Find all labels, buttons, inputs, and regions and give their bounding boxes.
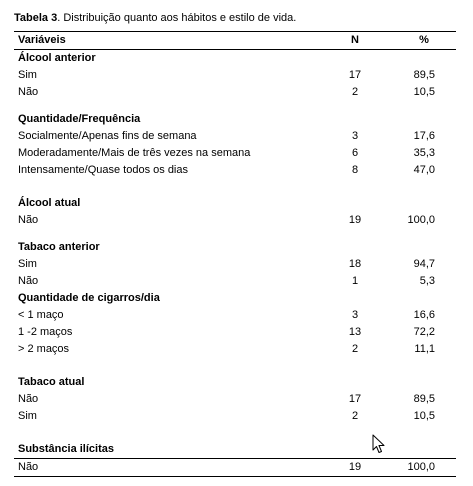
section-title: Tabaco atual [18,376,85,388]
table-row [14,256,456,273]
bottom-rule [14,476,456,477]
row-pct: 89,5 [413,69,435,81]
table-row [14,408,456,425]
row-n: 1 [351,275,359,287]
row-label: < 1 maço [18,309,64,321]
section-quantidade-cigarros [14,290,456,307]
row-pct: 47,0 [413,164,435,176]
row-n: 2 [351,410,359,422]
row-pct: 72,2 [413,326,435,338]
row-pct: 35,3 [413,147,435,159]
row-n: 13 [348,326,362,338]
row-pct: 89,5 [413,393,435,405]
table-caption [14,12,296,24]
row-pct: 10,5 [413,410,435,422]
table-row [14,128,456,145]
row-label: 1 -2 maços [18,326,73,338]
table-row [14,273,456,290]
caption-text: . Distribuição quanto aos hábitos e estilo de vida. [57,12,297,24]
row-label: Sim [18,69,37,81]
row-label: > 2 maços [18,343,70,355]
header-variaveis: Variáveis [18,34,66,46]
table-row [14,341,456,358]
table-header [14,32,456,49]
section-title: Quantidade de cigarros/dia [18,292,160,304]
row-spacer [14,229,456,239]
header-n: N [351,34,359,46]
row-n: 2 [351,86,359,98]
row-pct: 100,0 [407,214,435,226]
section-tabaco-atual [14,374,456,391]
row-label: Não [18,214,39,226]
section-title: Álcool atual [18,197,81,209]
habits-table [14,31,456,477]
row-n: 18 [348,258,362,270]
section-title: Quantidade/Frequência [18,113,141,125]
row-spacer [14,179,456,195]
row-n: 17 [348,393,362,405]
row-n: 19 [348,461,362,473]
row-n: 8 [351,164,359,176]
section-title: Substância ilícitas [18,443,114,455]
row-n: 17 [348,69,362,81]
table-row [14,324,456,341]
table-row [14,212,456,229]
row-label: Não [18,275,39,287]
row-spacer [14,358,456,374]
section-alcool-anterior [14,50,456,67]
mouse-cursor-icon [372,434,386,454]
row-n: 19 [348,214,362,226]
section-title: Tabaco anterior [18,241,100,253]
table-row [14,459,456,476]
row-n: 2 [351,343,359,355]
row-pct: 11,1 [414,343,435,355]
section-tabaco-anterior [14,239,456,256]
table-row [14,307,456,324]
row-pct: 100,0 [407,461,435,473]
table-row [14,84,456,101]
section-title: Álcool anterior [18,52,96,64]
section-alcool-atual [14,195,456,212]
row-spacer [14,101,456,111]
row-n: 3 [351,309,359,321]
row-pct: 5,3 [419,275,435,287]
row-pct: 94,7 [413,258,435,270]
row-label: Não [18,393,39,405]
table-row [14,162,456,179]
header-pct: % [419,34,429,46]
row-label: Socialmente/Apenas fins de semana [18,130,197,142]
section-quantidade-frequencia [14,111,456,128]
table-row [14,391,456,408]
row-n: 6 [351,147,359,159]
row-pct: 17,6 [413,130,435,142]
row-spacer [14,425,456,441]
row-pct: 16,6 [413,309,435,321]
table-row [14,145,456,162]
row-label: Não [18,461,39,473]
row-n: 3 [351,130,359,142]
row-label: Intensamente/Quase todos os dias [18,164,188,176]
row-label: Moderadamente/Mais de três vezes na semana [18,147,251,159]
table-row [14,67,456,84]
row-label: Não [18,86,39,98]
row-label: Sim [18,410,37,422]
row-label: Sim [18,258,37,270]
section-substancia-ilicitas [14,441,456,458]
row-pct: 10,5 [413,86,435,98]
caption-label: Tabela 3 [14,12,58,24]
